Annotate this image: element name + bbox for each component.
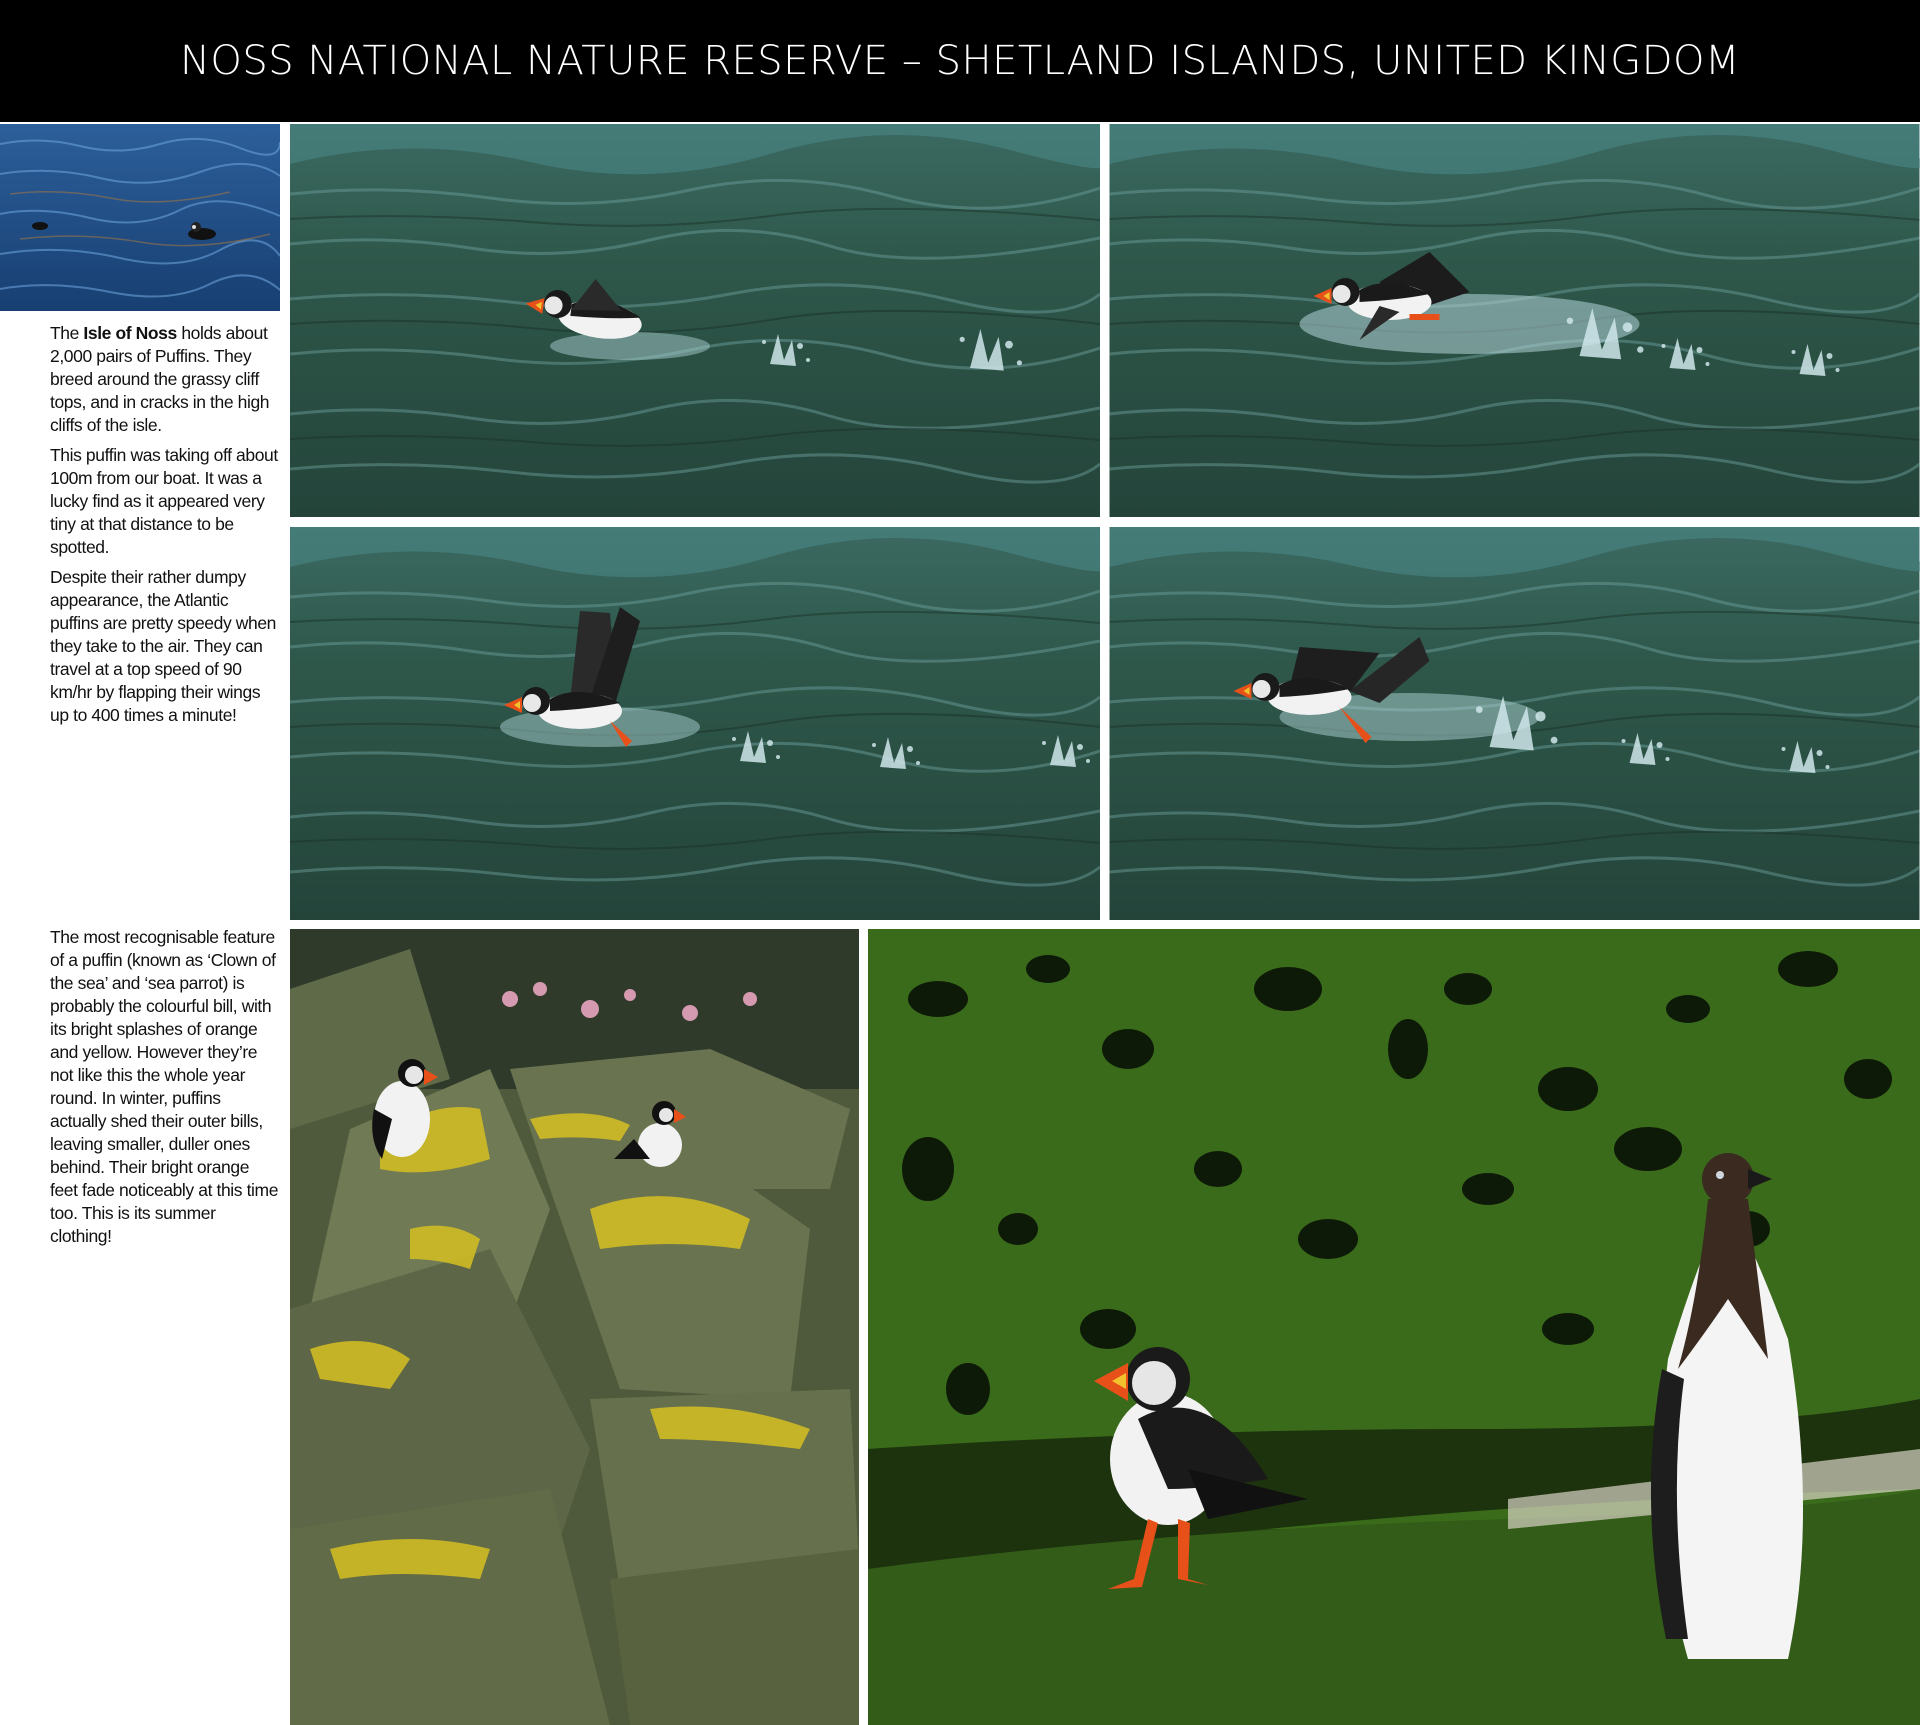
page-header (0, 0, 1920, 122)
page-title: NOSS NATIONAL NATURE RESERVE – SHETLAND ISLANDS, UNITED KINGDOM (179, 38, 1741, 84)
photo-puffins-on-blue-sea (0, 124, 280, 311)
intro-paragraph-2: This puffin was taking off about 100m from our boat. It was a lucky find as it appeared very tiny at that distance to be spotted. (50, 445, 278, 557)
feature-paragraph: The most recognisable feature of a puffin (known as ‘Clown of the sea’ and ‘sea parrot) is probably the colourful bill, with its bright splashes of orange and yellow. However they’re not like this the whole year round. In winter, puffins actually shed their outer bills, leaving smaller, duller ones behind. Their bright orange feet fade noticeably at this time too. This is its summer clothing! (50, 927, 279, 1246)
photo-puffins-on-lichen-rocks (290, 929, 859, 1725)
isle-of-noss-label: Isle of Noss (83, 323, 177, 343)
feature-text (50, 926, 280, 1255)
photo-puffin-takeoff-1 (290, 124, 1100, 517)
photo-puffin-takeoff-2 (1109, 124, 1920, 517)
photo-puffin-takeoff-4 (1109, 527, 1920, 920)
intro-paragraph-3: Despite their rather dumpy appearance, the Atlantic puffins are pretty speedy when they take to the air. They can travel at a top speed of 90 km/hr by flapping their wings up to 400 times a minute! (50, 567, 277, 725)
photo-puffin-and-guillemot-on-moss-cliff (868, 929, 1920, 1725)
intro-text (50, 322, 278, 734)
intro-paragraph-1: The Isle of Noss holds about 2,000 pairs of Puffins. They breed around the grassy cliff tops, and in cracks in the high cliffs of the isle. (50, 323, 270, 435)
photo-puffin-takeoff-3 (290, 527, 1100, 920)
